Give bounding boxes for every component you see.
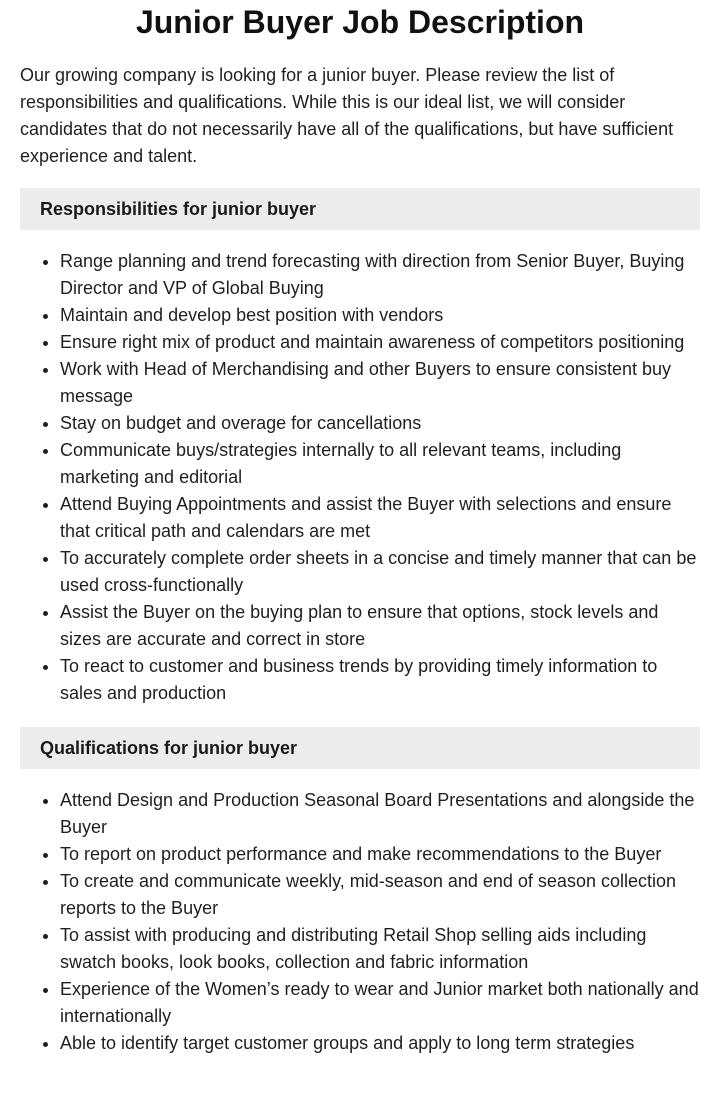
- list-item: • Range planning and trend forecasting with direction from Senior Buyer, Buying Director and VP of Global Buying: [60, 248, 700, 302]
- list-item: • Able to identify target customer groups and apply to long term strategies: [60, 1030, 700, 1057]
- list-item: • To create and communicate weekly, mid-season and end of season collection reports to the Buyer: [60, 868, 700, 922]
- responsibilities-heading: Responsibilities for junior buyer: [20, 188, 700, 230]
- list-item: • To accurately complete order sheets in a concise and timely manner that can be used cross-functionally: [60, 545, 700, 599]
- qualifications-heading: Qualifications for junior buyer: [20, 727, 700, 769]
- list-item: • Maintain and develop best position with vendors: [60, 302, 700, 329]
- list-item: • Stay on budget and overage for cancellations: [60, 410, 700, 437]
- list-item: • To react to customer and business trends by providing timely information to sales and production: [60, 653, 700, 707]
- list-item: • Assist the Buyer on the buying plan to ensure that options, stock levels and sizes are accurate and correct in store: [60, 599, 700, 653]
- list-item: • Work with Head of Merchandising and other Buyers to ensure consistent buy message: [60, 356, 700, 410]
- intro-paragraph: Our growing company is looking for a junior buyer. Please review the list of responsibilities and qualifications. While this is our ideal list, we will consider candidates that do not necessarily have all of the qualifications, but have sufficient experience and talent.: [20, 65, 674, 166]
- list-item: • To report on product performance and make recommendations to the Buyer: [60, 841, 700, 868]
- page-title: Junior Buyer Job Description: [135, 4, 585, 40]
- list-item: • Ensure right mix of product and maintain awareness of competitors positioning: [60, 329, 700, 356]
- responsibilities-list: [20, 248, 700, 707]
- list-item: • Communicate buys/strategies internally to all relevant teams, including marketing and editorial: [60, 437, 700, 491]
- list-item: • To assist with producing and distributing Retail Shop selling aids including swatch books, look books, collection and fabric information: [60, 922, 700, 976]
- list-item: • Attend Buying Appointments and assist the Buyer with selections and ensure that critical path and calendars are met: [60, 491, 700, 545]
- qualifications-list: [20, 787, 700, 1057]
- list-item: • Attend Design and Production Seasonal Board Presentations and alongside the Buyer: [60, 787, 700, 841]
- list-item: • Experience of the Women’s ready to wear and Junior market both nationally and internationally: [60, 976, 700, 1030]
